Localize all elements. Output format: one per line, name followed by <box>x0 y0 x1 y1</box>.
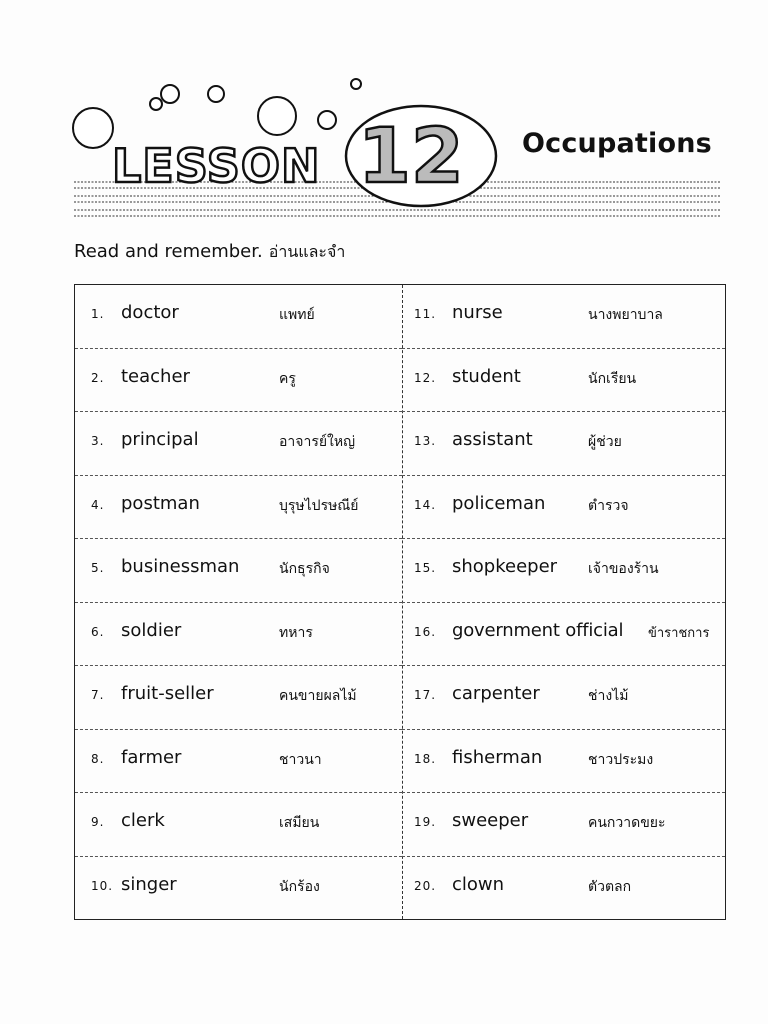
english-word: shopkeeper <box>452 556 558 577</box>
item-number: 4. <box>91 497 105 512</box>
thai-word: คนขายผลไม้ <box>279 688 357 704</box>
item-number: 2. <box>91 370 105 385</box>
item-number: 1. <box>91 307 105 321</box>
thai-word: ตัวตลก <box>588 878 632 895</box>
english-word: sweeper <box>452 810 529 831</box>
thai-word: ตำรวจ <box>588 497 629 514</box>
vocabulary-row <box>402 539 725 603</box>
vocabulary-row <box>402 285 725 349</box>
lesson-word: LESSON <box>112 139 321 193</box>
lesson-number: 12 <box>358 111 464 200</box>
lesson-header <box>0 0 768 230</box>
vocabulary-row <box>75 603 402 667</box>
item-number: 11. <box>414 307 437 321</box>
english-word: principal <box>121 429 199 450</box>
vocabulary-row <box>75 730 402 794</box>
item-number: 6. <box>91 624 105 639</box>
instruction-line <box>74 240 345 265</box>
thai-word: ทหาร <box>279 624 313 641</box>
vocabulary-row <box>75 793 402 857</box>
item-number: 16. <box>414 624 437 639</box>
vocabulary-row <box>402 412 725 476</box>
english-word: nurse <box>452 302 503 323</box>
english-word: teacher <box>121 365 190 387</box>
english-word: farmer <box>121 746 182 768</box>
thai-word: ชาวประมง <box>588 751 654 768</box>
thai-word: เจ้าของร้าน <box>588 561 659 577</box>
vocabulary-row <box>75 285 402 349</box>
vocabulary-row <box>402 857 725 921</box>
item-number: 17. <box>414 688 437 702</box>
english-word: fisherman <box>452 746 543 768</box>
thai-word: ครู <box>279 370 296 387</box>
vocabulary-row <box>75 412 402 476</box>
item-number: 18. <box>414 751 437 766</box>
thai-word: ช่างไม้ <box>588 688 629 704</box>
item-number: 3. <box>91 434 105 448</box>
english-word: soldier <box>121 619 182 641</box>
instruction-english: Read and remember. <box>74 241 263 262</box>
vocabulary-row <box>75 476 402 540</box>
thai-word: อาจารย์ใหญ่ <box>279 434 356 450</box>
english-word: carpenter <box>452 683 540 704</box>
item-number: 7. <box>91 688 105 702</box>
vocabulary-column-left <box>75 285 403 919</box>
english-word: government official <box>452 619 624 641</box>
vocabulary-row <box>402 730 725 794</box>
vocabulary-row <box>402 793 725 857</box>
english-word: clerk <box>121 810 165 831</box>
english-word: businessman <box>121 556 240 577</box>
vocabulary-row <box>402 476 725 540</box>
thai-word: นักร้อง <box>279 878 320 895</box>
item-number: 10. <box>91 878 114 893</box>
vocabulary-row <box>75 857 402 921</box>
page-title: Occupations <box>522 128 712 159</box>
english-word: assistant <box>452 429 533 450</box>
vocabulary-row <box>75 666 402 730</box>
thai-word: ข้าราชการ <box>648 625 710 641</box>
lesson-banner-graphic <box>0 0 768 230</box>
item-number: 15. <box>414 561 437 575</box>
thai-word: นักธุรกิจ <box>279 561 330 577</box>
vocabulary-row <box>402 349 725 413</box>
thai-word: ชาวนา <box>279 751 322 768</box>
item-number: 5. <box>91 561 105 575</box>
thai-word: เสมียน <box>279 815 320 831</box>
item-number: 14. <box>414 497 437 512</box>
vocabulary-row <box>75 349 402 413</box>
item-number: 13. <box>414 434 437 448</box>
item-number: 19. <box>414 815 437 829</box>
thai-word: แพทย์ <box>279 307 315 323</box>
item-number: 8. <box>91 751 105 766</box>
english-word: doctor <box>121 302 179 323</box>
item-number: 20. <box>414 878 437 893</box>
english-word: singer <box>121 873 177 895</box>
thai-word: ผู้ช่วย <box>588 434 622 450</box>
thai-word: นางพยาบาล <box>588 307 663 323</box>
english-word: postman <box>121 492 200 514</box>
vocabulary-row <box>402 603 725 667</box>
english-word: clown <box>452 873 505 895</box>
english-word: policeman <box>452 492 546 514</box>
english-word: fruit-seller <box>121 683 214 704</box>
thai-word: นักเรียน <box>588 370 637 387</box>
vocabulary-row <box>402 666 725 730</box>
vocabulary-row <box>75 539 402 603</box>
instruction-thai: อ่านและจำ <box>268 242 346 261</box>
bubbles-decoration <box>73 79 361 148</box>
item-number: 12. <box>414 370 437 385</box>
vocabulary-column-right <box>402 285 725 919</box>
item-number: 9. <box>91 815 105 829</box>
english-word: student <box>452 365 521 387</box>
vocabulary-table <box>74 284 726 920</box>
thai-word: คนกวาดขยะ <box>588 815 666 831</box>
thai-word: บุรุษไปรษณีย์ <box>279 497 359 514</box>
